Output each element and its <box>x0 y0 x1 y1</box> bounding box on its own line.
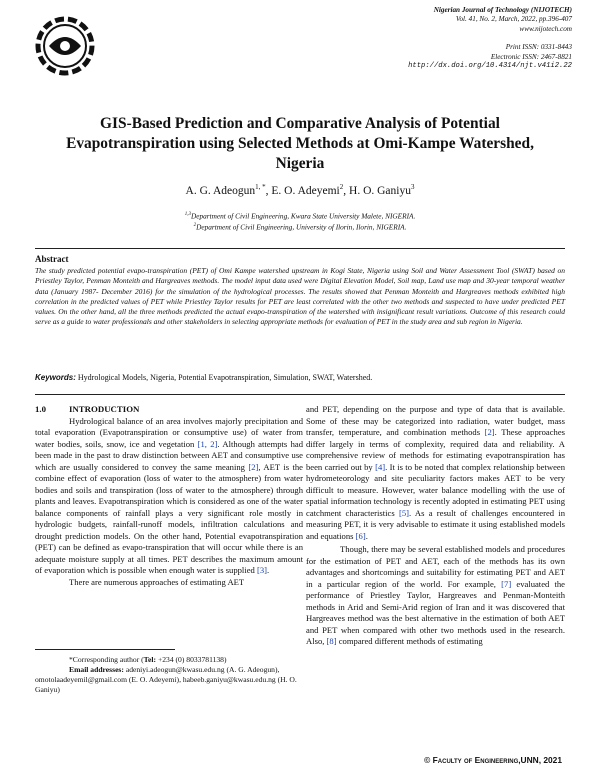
journal-header <box>272 6 572 71</box>
author-name: E. O. Adeyemi <box>271 184 340 197</box>
author-list: A. G. Adeogun$^{1, *}$, E. O. Adeyemi$^2$, H. O. Ganiyu$^3$ <box>185 183 415 197</box>
title-line: GIS-Based Prediction and Comparative Analysis of Potential <box>100 115 500 132</box>
keywords-text: Hydrological Models, Nigeria, Potential Evapotranspiration, Simulation, SWAT, Watershed. <box>77 373 373 382</box>
citation-link[interactable]: [6] <box>355 530 366 541</box>
author-name: H. O. Ganiyu <box>349 184 411 197</box>
electronic-issn: Electronic ISSN: 2467-8821 <box>490 52 572 61</box>
intro-paragraph-2: There are numerous approaches of estimating AET <box>69 576 245 587</box>
author-superscript: 1, * <box>255 183 266 191</box>
journal-title: Nigerian Journal of Technology (NIJOTECH) <box>433 6 572 14</box>
divider <box>35 394 565 395</box>
footnote: *Corresponding author (Tel: +234 (0) 8033781138) Email addresses: adeniyi.adeogun@kwasu.edu.ng (A. G. Adeogun), omotolaadeyemil@gmail.com (E. O. Adeyemi), habeeb.ganiyu@kwasu.edu.ng (H. O. Ganiyu) <box>35 655 297 694</box>
citation-link[interactable]: [8] <box>326 636 337 646</box>
intro-paragraph-4: Though, there may be several established models and procedures for the estimation of PET and AET, each of the methods has its own advantages and shortcomings and suitability for estimating PET and AET in a particular region of the world. For example, [7] evaluated the performance of Priestley Taylor, Hargreaves and Penman-Monteith methods in Arid and Semi-Arid region of Iran and it was discovered that Hargreaves method was the best alternative in the estimation of both AET and PET when compared with other two methods used in the research. Also, [8] compared different methods of estimating <box>306 544 565 646</box>
citation-link[interactable]: [2] <box>484 427 495 437</box>
citation-link[interactable]: [2] <box>248 461 259 472</box>
volume-info: Vol. 41, No. 2, March, 2022, pp.396-407 <box>455 15 572 24</box>
affiliation-1: $^{1,3}$Department of Civil Engineering, Kwara State University Malete, NIGERIA. <box>184 211 416 221</box>
keywords <box>35 373 565 382</box>
abstract-heading: Abstract <box>35 254 69 264</box>
journal-website[interactable]: www.nijotech.com <box>519 24 572 33</box>
email-addresses: adeniyi.adeogun@kwasu.edu.ng (A. G. Adeogun), omotolaadeyemil@gmail.com (E. O. Adeyemi), habeeb.ganiyu@kwasu.edu.ng (H. O. Ganiyu) <box>35 665 297 694</box>
citation-link[interactable]: [7] <box>501 578 512 589</box>
author-superscript: 2 <box>339 183 344 191</box>
keywords-label: Keywords: <box>35 373 76 382</box>
intro-paragraph-1: Hydrological balance of an area involves majorly precipitation and total evaporation (Evapotranspiration or consumptive use) of water from water bodies, soils, snow, ice and vegetation [1, 2]. Although attempts had been made in the past to draw distinction between AET and consumptive use which are usually considered to convey the same meaning [2], AET is the combine effect of evaporation (loss of water to the atmosphere) from water bodies and soils and transpiration (loss of water to the atmosphere) through plants and leaves. Evapotranspiration which is considered as one of the water balance components of rainfall plays a very significant role mostly in hydrologic budgets, rainfall-runoff models, infiltration calculations and drought prediction models. On the other hand, Potential evapotranspiration (PET) can be defined as evapo-transpiration that will occur while there is an adequate moisture supply at all times. PET describes the maximum amount of evaporation which is possible when enough water is supplied [3]. <box>35 415 303 575</box>
citation-link[interactable]: [3] <box>256 565 267 575</box>
citation-link[interactable]: [1, 2] <box>197 438 218 449</box>
citation-link[interactable]: [4] <box>375 461 386 472</box>
author-name: A. G. Adeogun <box>185 184 256 197</box>
paper-title <box>40 114 560 174</box>
section-title: INTRODUCTION <box>69 404 140 414</box>
divider <box>35 248 565 249</box>
section-heading <box>35 404 303 416</box>
copyright-symbol: © <box>424 755 431 765</box>
email-label: Email addresses: <box>69 665 124 674</box>
title-line: Evapotranspiration using Selected Methods at Omi-Kampe Watershed, <box>66 135 534 152</box>
affiliation-2: $^2$Department of Civil Engineering, University of Ilorin, Ilorin, NIGERIA. <box>193 222 407 232</box>
abstract-text: The study predicted potential evapo-transpiration (PET) of Omi Kampe watershed upstream in Kogi State, Nigeria using Soil and Water Assessment Tool (SWAT) based on Priestley Taylor, Penman Monteith and Hargreaves methods. The model input data used were Digital Elevation Model, Soil map, Land use map and 30-year temporal weather data (January 1987- December 2016) for the simulation of the hydrological processes. The results showed that Penman Monteith and Hargreaves methods exhibited high correlation in the predicted values of PET while Priestley Taylor results for PET are least correlated with the other two methods and suspected to have under predicted PET values. On the other hand, all the three methods predicted the actual evapo-transpiration of the watershed with insignificant result variations. Outcome of this research could serve as a guide to water professionals and other stakeholders in selecting appropriate methods for evaluation of PET in the study area and sub region in Nigeria. <box>35 266 565 327</box>
title-line: Nigeria <box>275 155 325 172</box>
print-issn: Print ISSN: 0331-8443 <box>505 43 572 52</box>
right-column <box>306 404 565 648</box>
section-number: 1.0 <box>35 404 46 414</box>
footnote-divider <box>35 649 175 650</box>
left-column <box>35 404 303 588</box>
journal-logo <box>35 16 95 76</box>
intro-paragraph-3: and PET, depending on the purpose and type of data that is available. Some of these may be categorized into radiation, water budget, mass transfer, temperature, and combination methods [2]. These approaches differ largely in terms of complexity, required data and reliability. A comprehensive review of methods for estimating evapotranspiration has been carried out by [4]. It is to be noted that complex relationship between hydrometeorology and site peculiarity factors makes AET to be very difficult to measure. However, water balance modelling with the use of spatial information technology is recently adopted in estimating PET using catchment characteristics [5]. As a result of challenges encountered in measuring PET, it is very advisable to estimate it using established models and equations [6]. <box>306 404 565 541</box>
citation-link[interactable]: [5] <box>398 507 409 518</box>
copyright-text: Faculty of Engineering,UNN, 2021 <box>432 755 562 765</box>
doi-link[interactable]: http://dx.doi.org/10.4314/njt.v41i2.22 <box>408 62 572 71</box>
copyright <box>424 755 562 765</box>
affiliations <box>40 210 560 233</box>
author-superscript: 3 <box>410 183 415 191</box>
